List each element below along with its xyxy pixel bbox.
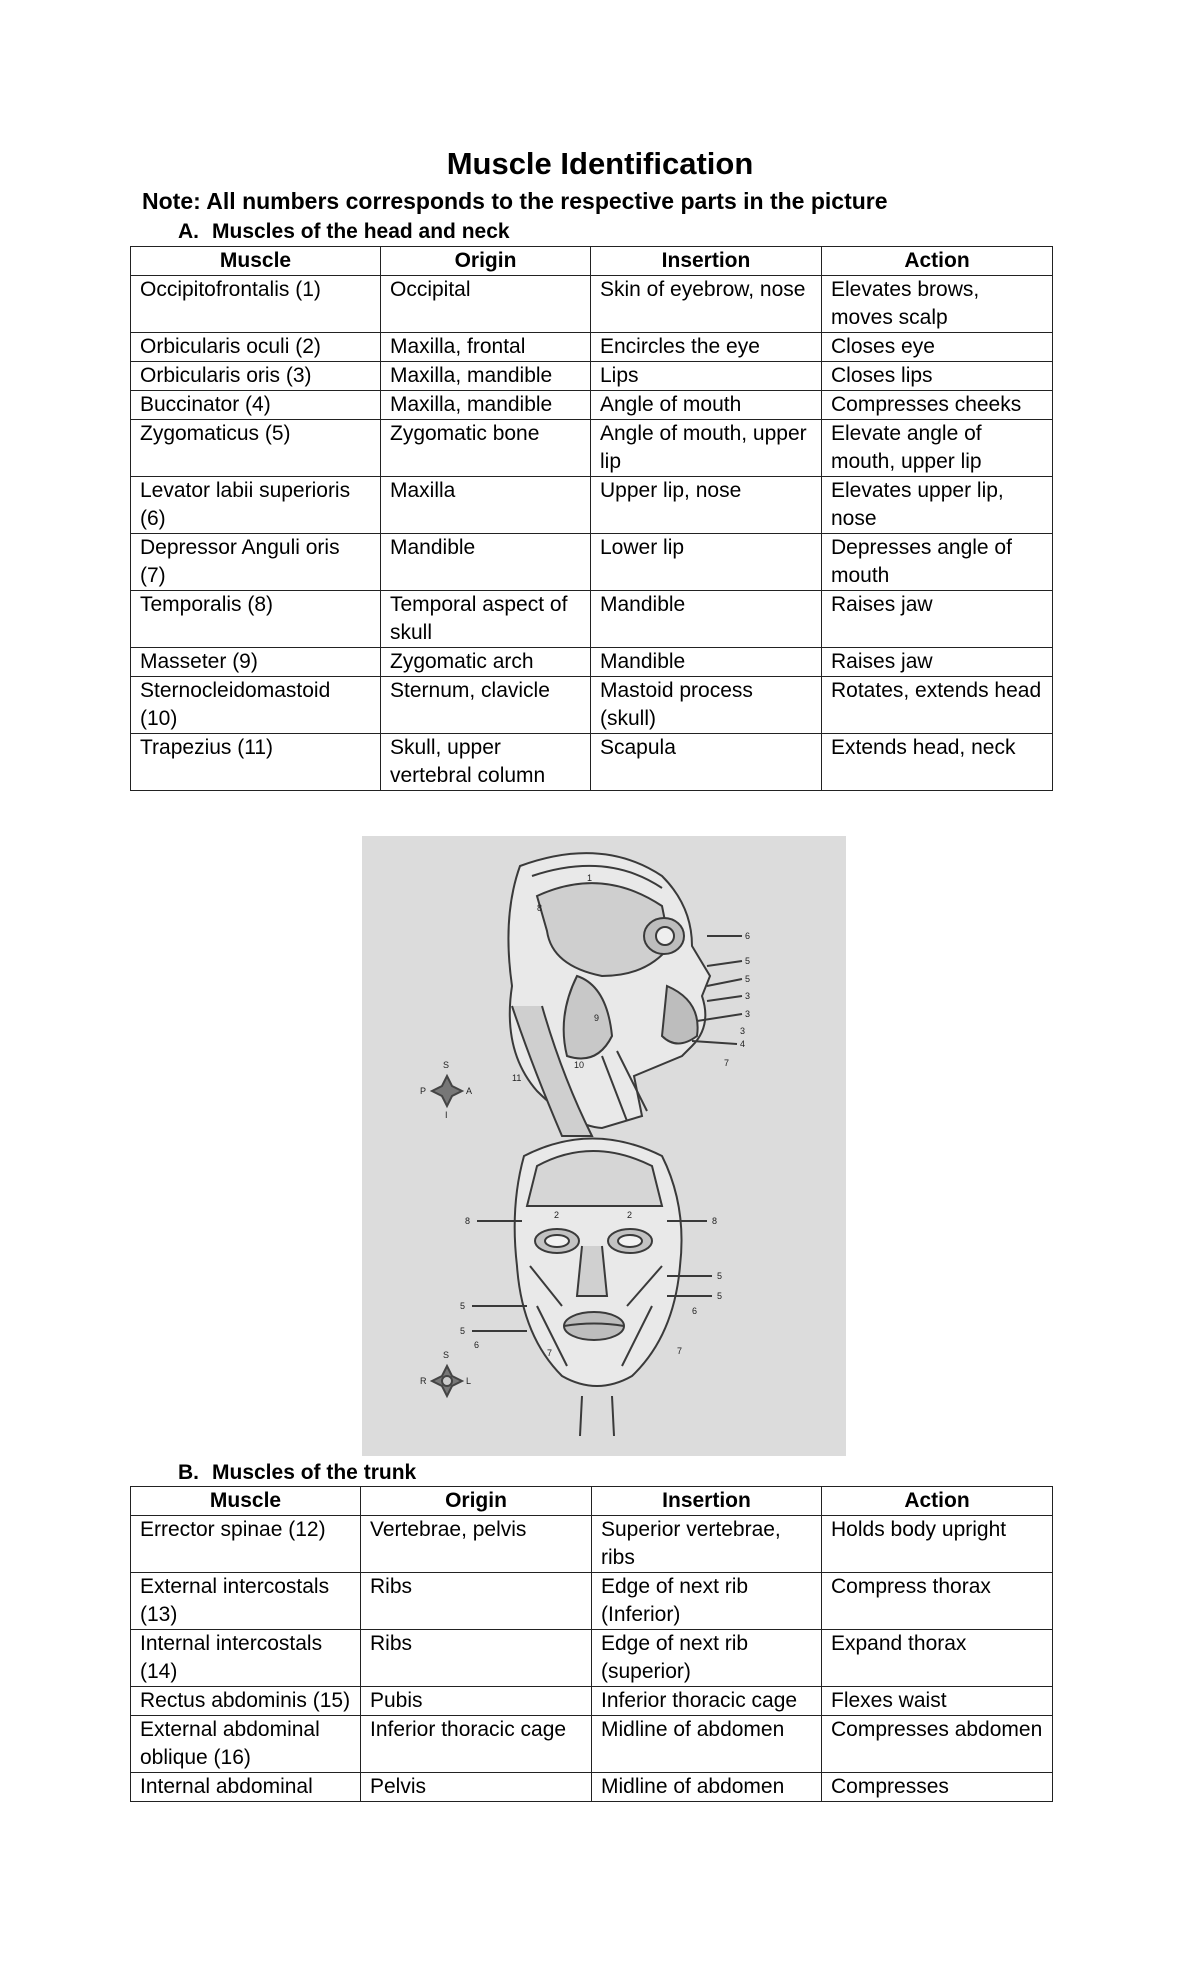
table-row xyxy=(131,591,1053,648)
table-cell: Elevates brows, moves scalp xyxy=(822,276,1053,333)
table-cell: Buccinator (4) xyxy=(131,391,381,420)
table-row xyxy=(131,677,1053,734)
lateral-label: 4 xyxy=(740,1039,746,1049)
page-title: Muscle Identification xyxy=(446,146,754,181)
column-header: Muscle xyxy=(131,247,381,276)
section-b-heading xyxy=(178,1461,416,1485)
table-cell: Lips xyxy=(591,362,822,391)
table-cell: Ribs xyxy=(361,1573,592,1630)
lateral-label: 10 xyxy=(574,1060,585,1070)
table-header-row xyxy=(131,247,1053,276)
table-cell: Midline of abdomen xyxy=(592,1773,822,1802)
table-cell: Maxilla, mandible xyxy=(381,362,591,391)
table-cell: Compress thorax xyxy=(822,1573,1053,1630)
table-row xyxy=(131,1716,1053,1773)
compass-label: I xyxy=(445,1110,448,1120)
table-cell: Raises jaw xyxy=(822,591,1053,648)
lateral-label: 9 xyxy=(594,1013,600,1023)
table-cell: Internal abdominal xyxy=(131,1773,361,1802)
table-cell: External intercostals (13) xyxy=(131,1573,361,1630)
table-row xyxy=(131,1773,1053,1802)
table-cell: Skin of eyebrow, nose xyxy=(591,276,822,333)
table-cell: Elevate angle of mouth, upper lip xyxy=(822,420,1053,477)
table-row xyxy=(131,534,1053,591)
table-cell: Depresses angle of mouth xyxy=(822,534,1053,591)
section-b-letter: B. xyxy=(178,1461,199,1484)
column-header: Action xyxy=(822,1487,1053,1516)
table-row xyxy=(131,734,1053,791)
anterior-label: 5 xyxy=(717,1291,723,1301)
table-row xyxy=(131,1687,1053,1716)
table-row xyxy=(131,648,1053,677)
table-cell: Encircles the eye xyxy=(591,333,822,362)
table-cell: Occipital xyxy=(381,276,591,333)
table-cell: Holds body upright xyxy=(822,1516,1053,1573)
anterior-label: 2 xyxy=(627,1210,633,1220)
column-header: Action xyxy=(822,247,1053,276)
section-a-title: Muscles of the head and neck xyxy=(212,220,510,243)
lateral-label: 5 xyxy=(745,974,751,984)
table-cell: Closes eye xyxy=(822,333,1053,362)
table-row xyxy=(131,477,1053,534)
table-header-row xyxy=(131,1487,1053,1516)
face-muscle-diagram-photo xyxy=(362,836,846,1456)
table-cell: Zygomatic bone xyxy=(381,420,591,477)
table-cell: External abdominal oblique (16) xyxy=(131,1716,361,1773)
table-cell: Skull, upper vertebral column xyxy=(381,734,591,791)
table-cell: Raises jaw xyxy=(822,648,1053,677)
anterior-label: 5 xyxy=(460,1301,466,1311)
table-cell: Orbicularis oris (3) xyxy=(131,362,381,391)
table-cell: Flexes waist xyxy=(822,1687,1053,1716)
table-cell: Lower lip xyxy=(591,534,822,591)
column-header: Origin xyxy=(361,1487,592,1516)
table-cell: Elevates upper lip, nose xyxy=(822,477,1053,534)
compass-label: S xyxy=(443,1060,450,1070)
anterior-label: 7 xyxy=(547,1348,553,1358)
table-cell: Trapezius (11) xyxy=(131,734,381,791)
table-cell: Rectus abdominis (15) xyxy=(131,1687,361,1716)
table-cell: Pubis xyxy=(361,1687,592,1716)
lateral-label: 5 xyxy=(745,956,751,966)
table-row xyxy=(131,1516,1053,1573)
table-cell: Expand thorax xyxy=(822,1630,1053,1687)
anterior-label: 8 xyxy=(465,1216,471,1226)
trunk-muscles-table xyxy=(130,1486,1053,1802)
table-cell: Compresses xyxy=(822,1773,1053,1802)
table-cell: Internal intercostals (14) xyxy=(131,1630,361,1687)
table-cell: Levator labii superioris (6) xyxy=(131,477,381,534)
table-cell: Pelvis xyxy=(361,1773,592,1802)
table-cell: Edge of next rib (superior) xyxy=(592,1630,822,1687)
anterior-label: 2 xyxy=(554,1210,560,1220)
table-cell: Temporal aspect of skull xyxy=(381,591,591,648)
table-row xyxy=(131,276,1053,333)
section-a-letter: A. xyxy=(178,220,199,243)
table-cell: Scapula xyxy=(591,734,822,791)
column-header: Insertion xyxy=(591,247,822,276)
lateral-label: 3 xyxy=(740,1026,746,1036)
lateral-label: 8 xyxy=(537,903,543,913)
anterior-label: 8 xyxy=(712,1216,718,1226)
table-cell: Inferior thoracic cage xyxy=(361,1716,592,1773)
table-cell: Temporalis (8) xyxy=(131,591,381,648)
table-cell: Orbicularis oculi (2) xyxy=(131,333,381,362)
lateral-label: 1 xyxy=(587,873,593,883)
table-row xyxy=(131,391,1053,420)
lateral-label: 3 xyxy=(745,991,751,1001)
table-cell: Sternum, clavicle xyxy=(381,677,591,734)
column-header: Muscle xyxy=(131,1487,361,1516)
table-cell: Errector spinae (12) xyxy=(131,1516,361,1573)
anterior-label: 6 xyxy=(474,1340,480,1350)
lateral-label: 6 xyxy=(745,931,751,941)
table-cell: Inferior thoracic cage xyxy=(592,1687,822,1716)
table-cell: Closes lips xyxy=(822,362,1053,391)
column-header: Insertion xyxy=(592,1487,822,1516)
table-cell: Extends head, neck xyxy=(822,734,1053,791)
table-cell: Midline of abdomen xyxy=(592,1716,822,1773)
table-cell: Zygomatic arch xyxy=(381,648,591,677)
head-neck-muscles-table xyxy=(130,246,1053,791)
table-cell: Edge of next rib (Inferior) xyxy=(592,1573,822,1630)
compass-label: P xyxy=(420,1086,427,1096)
table-row xyxy=(131,420,1053,477)
table-cell: Mandible xyxy=(591,591,822,648)
anterior-label: 5 xyxy=(717,1271,723,1281)
anterior-label: 7 xyxy=(677,1346,683,1356)
compass-label: A xyxy=(466,1086,473,1096)
table-cell: Sternocleidomastoid (10) xyxy=(131,677,381,734)
compass-label: L xyxy=(466,1376,472,1386)
table-row xyxy=(131,362,1053,391)
table-cell: Occipitofrontalis (1) xyxy=(131,276,381,333)
lateral-label: 7 xyxy=(724,1058,730,1068)
table-row xyxy=(131,1573,1053,1630)
table-cell: Maxilla, mandible xyxy=(381,391,591,420)
table-cell: Superior vertebrae, ribs xyxy=(592,1516,822,1573)
table-cell: Angle of mouth xyxy=(591,391,822,420)
column-header: Origin xyxy=(381,247,591,276)
table-cell: Masseter (9) xyxy=(131,648,381,677)
section-b-title: Muscles of the trunk xyxy=(212,1461,417,1484)
table-cell: Mandible xyxy=(591,648,822,677)
table-cell: Rotates, extends head xyxy=(822,677,1053,734)
table-cell: Upper lip, nose xyxy=(591,477,822,534)
lateral-label: 3 xyxy=(745,1009,751,1019)
table-cell: Mastoid process (skull) xyxy=(591,677,822,734)
compass-label: R xyxy=(420,1376,427,1386)
table-cell: Maxilla, frontal xyxy=(381,333,591,362)
note-text: Note: All numbers corresponds to the respective parts in the picture xyxy=(142,188,888,214)
table-cell: Maxilla xyxy=(381,477,591,534)
table-cell: Vertebrae, pelvis xyxy=(361,1516,592,1573)
table-row xyxy=(131,1630,1053,1687)
table-cell: Ribs xyxy=(361,1630,592,1687)
section-a-heading xyxy=(178,220,510,244)
compass-label: S xyxy=(443,1350,450,1360)
anterior-label: 6 xyxy=(692,1306,698,1316)
table-cell: Angle of mouth, upper lip xyxy=(591,420,822,477)
table-cell: Mandible xyxy=(381,534,591,591)
table-row xyxy=(131,333,1053,362)
table-cell: Compresses abdomen xyxy=(822,1716,1053,1773)
anterior-label: 5 xyxy=(460,1326,466,1336)
table-cell: Depressor Anguli oris (7) xyxy=(131,534,381,591)
lateral-label: 11 xyxy=(512,1073,522,1083)
table-cell: Zygomaticus (5) xyxy=(131,420,381,477)
table-cell: Compresses cheeks xyxy=(822,391,1053,420)
